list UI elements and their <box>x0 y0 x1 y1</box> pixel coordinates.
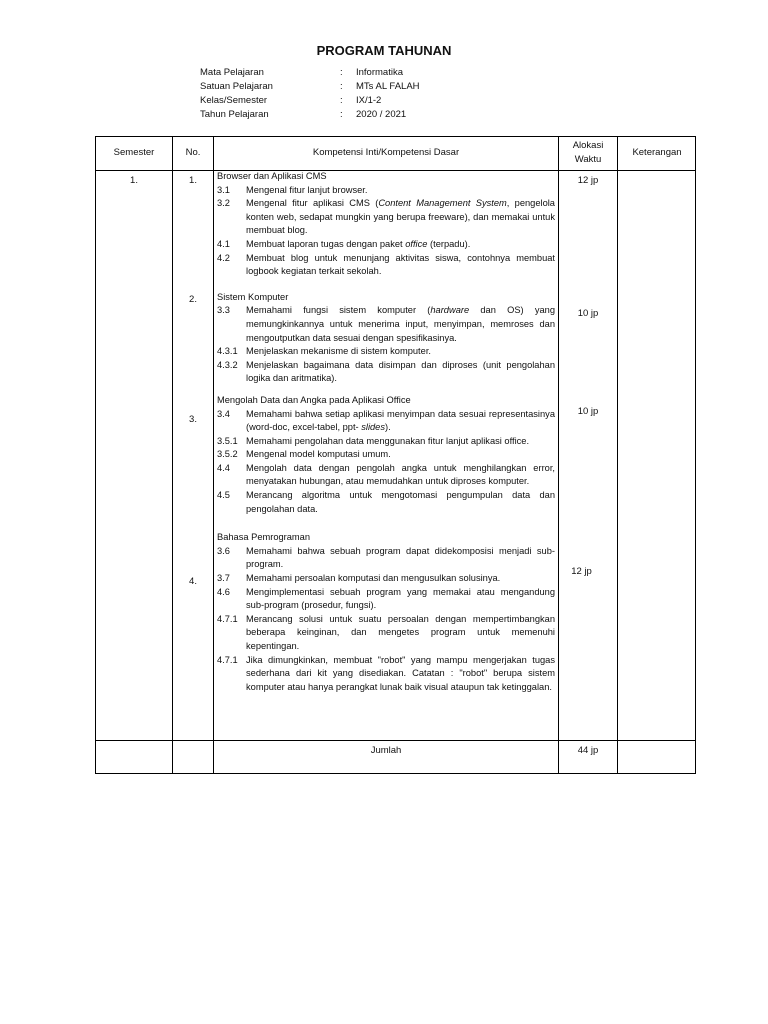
table-divider <box>96 740 695 741</box>
competency-group <box>217 531 555 694</box>
group-title: Mengolah Data dan Angka pada Aplikasi Office <box>217 394 411 405</box>
competency-code: 4.3.1 <box>217 346 238 357</box>
row-number-4: 4. <box>189 576 197 587</box>
competency-item <box>217 489 555 516</box>
spacer <box>217 386 555 394</box>
competency-code: 3.5.2 <box>217 449 238 460</box>
info-label: Kelas/Semester <box>200 95 268 106</box>
competency-item <box>217 435 555 449</box>
competency-item <box>217 238 555 252</box>
allocation-3: 10 jp <box>577 406 599 417</box>
competency-group <box>217 170 555 279</box>
info-block <box>200 67 500 123</box>
competency-item <box>217 462 555 489</box>
competency-code: 3.2 <box>217 198 230 209</box>
competency-text: Mengenal model komputasi umum. <box>246 449 391 460</box>
header-keterangan: Keterangan <box>632 147 682 158</box>
competency-text-part: ). <box>385 422 391 433</box>
competency-text: Memahami persoalan komputasi dan mengusulkan solusinya. <box>246 573 501 584</box>
competency-text-emphasis: slides <box>361 422 386 433</box>
competency-text <box>246 239 470 249</box>
competency-code: 4.1 <box>217 238 230 249</box>
info-label: Tahun Pelajaran <box>200 109 269 120</box>
competency-code: 3.5.1 <box>217 435 238 446</box>
allocation-1: 12 jp <box>577 175 599 186</box>
competency-text: Menjelaskan mekanisme di sistem komputer. <box>246 346 431 357</box>
info-row-satuan-pelajaran <box>200 81 500 95</box>
header-no: No. <box>185 147 201 158</box>
info-row-tahun-pelajaran <box>200 109 500 123</box>
competency-item <box>217 345 555 359</box>
total-value: 44 jp <box>577 745 599 756</box>
row-number-2: 2. <box>189 294 197 305</box>
allocation-2: 10 jp <box>577 308 599 319</box>
row-number-3: 3. <box>189 414 197 425</box>
competency-code: 3.7 <box>217 573 230 584</box>
table-divider <box>617 137 618 773</box>
competency-text-part: dan OS) yang memungkinkannya untuk menerima input, menyimpan, memroses dan mengoutputkan data sesuai dengan spesifikasinya. <box>246 305 555 343</box>
competency-code: 4.5 <box>217 490 230 501</box>
info-label: Satuan Pelajaran <box>200 81 273 92</box>
competency-item <box>217 408 555 435</box>
group-title: Sistem Komputer <box>217 291 289 302</box>
competency-code: 4.3.2 <box>217 359 238 370</box>
table-divider <box>558 137 559 773</box>
competency-item <box>217 304 555 345</box>
competency-text-emphasis: hardware <box>430 305 470 316</box>
competency-text-part: Memahami bahwa setiap aplikasi menyimpan data sesuai representasinya (word-doc, excel-tabel, ppt- <box>246 408 555 433</box>
competency-code: 4.2 <box>217 252 230 263</box>
competency-item <box>217 545 555 572</box>
competency-text: Menjelaskan bagaimana data disimpan dan diproses (unit pengolahan logika dan aritmatika). <box>246 359 555 384</box>
competency-text-part: (terpadu). <box>427 238 471 249</box>
competency-item <box>217 359 555 386</box>
competency-code: 4.7.1 <box>217 654 238 665</box>
info-value: MTs AL FALAH <box>356 81 420 92</box>
competency-item <box>217 184 555 198</box>
competency-code: 3.6 <box>217 545 230 556</box>
table-divider <box>172 137 173 773</box>
competency-item <box>217 572 555 586</box>
header-alokasi <box>559 139 617 167</box>
header-alokasi-line2: Waktu <box>574 154 602 165</box>
info-colon: : <box>340 67 343 78</box>
competency-text-part: Membuat laporan tugas dengan paket <box>246 238 406 249</box>
competency-code: 4.7.1 <box>217 613 238 624</box>
competency-item <box>217 448 555 462</box>
competency-text-emphasis: office <box>405 238 428 249</box>
competency-code: 4.4 <box>217 462 230 473</box>
competency-text-emphasis: Content Management System <box>378 198 507 209</box>
competency-text-part: Mengenal fitur aplikasi CMS ( <box>246 198 379 209</box>
competency-text <box>246 198 555 235</box>
program-table <box>95 136 696 774</box>
header-kompetensi: Kompetensi Inti/Kompetensi Dasar <box>312 147 460 158</box>
competency-text-part: Memahami fungsi sistem komputer ( <box>246 305 431 316</box>
competency-text: Jika dimungkinkan, membuat "robot" yang mampu mengerjakan tugas sederhana dari kit yang disediakan. Catatan : "robot" berupa sistem komputer atau hanya perangkat lunak baik visual ataupun tak ketinggalan. <box>246 654 555 692</box>
group-title: Bahasa Pemrograman <box>217 532 311 543</box>
competency-item <box>217 654 555 695</box>
competency-text-part: , pengelola konten web, sedapat mungkin yang berupa freeware), dan memakai untuk membuat blog. <box>246 198 555 236</box>
competency-text: Merancang solusi untuk suatu persoalan dengan mempertimbangkan beberapa keinginan, dan mengetes program untuk memenuhi kepentingan. <box>246 613 555 651</box>
group-title: Browser dan Aplikasi CMS <box>217 171 327 181</box>
competency-text: Memahami bahwa sebuah program dapat didekomposisi menjadi sub-program. <box>246 545 555 570</box>
competency-text: Membuat blog untuk menunjang aktivitas siswa, contohnya membuat logbook kegiatan terkait sekolah. <box>246 252 555 277</box>
competency-text: Mengolah data dengan pengolah angka untuk menghilangkan error, menyatakan hubungan, atau memudahkan untuk diproses komputer. <box>246 462 555 487</box>
competency-item <box>217 197 555 238</box>
competency-text <box>246 409 555 433</box>
competency-item <box>217 613 555 654</box>
competency-code: 3.1 <box>217 184 230 195</box>
row-number-1: 1. <box>189 175 197 186</box>
competency-group <box>217 291 555 386</box>
info-value: 2020 / 2021 <box>356 109 407 120</box>
info-colon: : <box>340 81 343 92</box>
competency-list <box>217 170 555 694</box>
competency-code: 4.6 <box>217 586 230 597</box>
competency-text: Mengimplementasi sebuah program yang memakai atau mengandung sub-program (prosedur, fungsi). <box>246 586 555 611</box>
semester-value: 1. <box>130 175 138 186</box>
competency-code: 3.4 <box>217 408 230 419</box>
header-alokasi-line1: Alokasi <box>572 140 604 151</box>
competency-item <box>217 252 555 279</box>
info-value: Informatika <box>356 67 403 78</box>
competency-group <box>217 394 555 516</box>
allocation-4: 12 jp <box>571 566 592 577</box>
info-value: IX/1-2 <box>356 95 382 106</box>
competency-code: 3.3 <box>217 305 230 316</box>
info-row-mata-pelajaran <box>200 67 500 81</box>
competency-item <box>217 586 555 613</box>
competency-text: Memahami pengolahan data menggunakan fitur lanjut aplikasi office. <box>246 435 530 446</box>
info-label: Mata Pelajaran <box>200 67 264 78</box>
info-row-kelas-semester <box>200 95 500 109</box>
total-label: Jumlah <box>370 745 402 756</box>
info-colon: : <box>340 95 343 106</box>
header-semester: Semester <box>113 147 155 158</box>
table-divider <box>213 137 214 773</box>
competency-text: Mengenal fitur lanjut browser. <box>246 184 368 195</box>
page-title: PROGRAM TAHUNAN <box>316 43 452 58</box>
spacer <box>217 279 555 291</box>
competency-text: Merancang algoritma untuk mengotomasi pengumpulan data dan pengolahan data. <box>246 490 555 514</box>
spacer <box>217 516 555 531</box>
info-colon: : <box>340 109 343 120</box>
competency-text <box>246 305 555 342</box>
